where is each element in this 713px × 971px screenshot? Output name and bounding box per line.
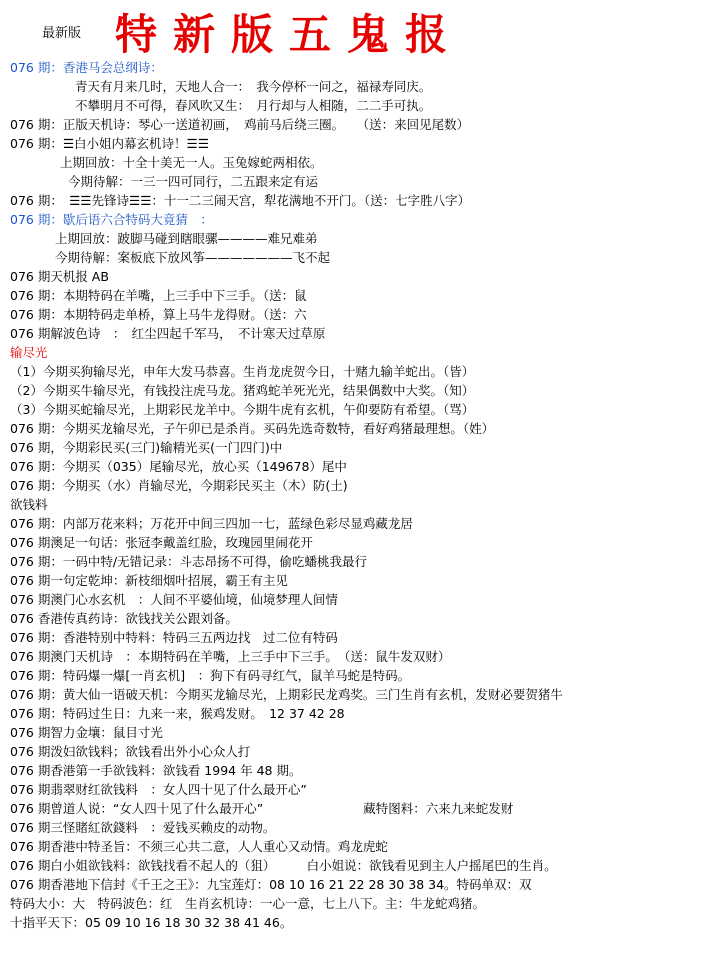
text-line: 076 期解波色诗 ： 红尘四起千军马， 不计寒天过草原 [10, 326, 326, 341]
text-line: 076 期：歇后语六合特码大竟猜 ： [10, 212, 213, 227]
text-line: （3）今期买蛇输尽光，上期彩民龙羊中。今期牛虎有玄机，午仰要防有希望。（骂） [10, 402, 475, 417]
text-line: 今期待解：一三一四可同行，二五跟来定有运 [68, 174, 319, 189]
text-line: 076 期：今期买（035）尾输尽光，放心买（149678）尾中 [10, 459, 347, 474]
text-line: 不攀明月不可得，春风吹又生： 月行却与人相随，二二手可执。 [75, 98, 432, 113]
page-title: 特新版五鬼报 [115, 10, 464, 59]
text-line: 076 期翡翠财红欲钱料 ：女人四十见了什么最开心” [10, 782, 307, 797]
text-line: （2）今期买牛输尽光，有钱投注虎马龙。猪鸡蛇羊死光光，结果偶数中大奖。（知） [10, 383, 475, 398]
text-line: 076 期：特码过生日：九来一来，猴鸡发财。 12 37 42 28 [10, 706, 345, 721]
text-line: 076 期香港地下信封《千王之王》：九宝莲灯：08 10 16 21 22 28 30 38 34。特码单双：双 [10, 877, 532, 892]
text-line: 076 期智力金壤：鼠目寸光 [10, 725, 163, 740]
text-line: 076 期曾道人说：“女人四十见了什么最开心” 藏特图料：六来九来蛇发财 [10, 801, 514, 816]
text-line: 今期待解：案板底下放风筝———————飞不起 [55, 250, 331, 265]
text-line: 076 期：本期特码走单桥，算上马牛龙得财。（送：六 [10, 307, 307, 322]
text-line: 上期回放：十全十美无一人。玉兔嫁蛇两相依。 [60, 155, 323, 170]
text-line: 欲钱料 [10, 497, 48, 512]
text-line: 076 期：黄大仙一语破天机：今期买龙输尽光，上期彩民龙鸡奖。三门生肖有玄机，发财必要贺猪牛 [10, 687, 563, 702]
text-line: 076 期：内部万花来料；万花开中间三四加一七，蓝绿色彩尽显鸡藏龙居 [10, 516, 413, 531]
header [0, 0, 713, 60]
edition-label: 最新版 [42, 26, 82, 41]
text-line: 076 期澳门心水玄机 ：人间不平婆仙境，仙境梦理人间情 [10, 592, 338, 607]
text-line: 076 期：本期特码在羊嘴，上三手中下三手。（送：鼠 [10, 288, 307, 303]
text-line: 076 期：正版天机诗：琴心一送道初画， 鸡前马后绕三圈。 （送：来回见尾数） [10, 117, 470, 132]
text-line: 076 期三怪賭紅欲錢料 ：爱钱买赖皮的动物。 [10, 820, 276, 835]
text-line: 076 香港传真药诗：欲钱找关公跟刘备。 [10, 611, 238, 626]
text-line: 076 期香港第一手欲钱料：欲钱看 1994 年 48 期。 [10, 763, 302, 778]
text-line: 076 期澳门天机诗 ：本期特码在羊嘴，上三手中下三手。 （送：鼠牛发双财） [10, 649, 451, 664]
text-line: 076 期：☰白小姐内幕玄机诗！☰☰ [10, 136, 209, 151]
text-line: 076 期：香港马会总纲诗： [10, 60, 163, 75]
text-line: 076 期白小姐欲钱料：欲钱找看不起人的（狙） 白小姐说：欲钱看见到主人户摇尾巴的生肖。 [10, 858, 557, 873]
text-line: 076 期：特码爆一爆[一肖玄机] ：狗下有码寻红气，鼠羊马蛇是特码。 [10, 668, 411, 683]
text-line: 输尽光 [10, 345, 48, 360]
text-line: （1）今期买狗输尽光，申年大发马恭喜。生肖龙虎贺今日，十赌九输羊蛇出。（皆） [10, 364, 475, 379]
text-line: 十指平天下：05 09 10 16 18 30 32 38 41 46。 [10, 915, 293, 930]
text-line: 076 期：今期买（水）肖输尽光，今期彩民买主（木）防(土) [10, 478, 348, 493]
text-line: 076 期香港中特圣旨：不须三心共二意，人人重心又动情。鸡龙虎蛇 [10, 839, 388, 854]
text-line: 076 期：今期买龙输尽光，子午卯已是杀肖。买码先选奇数特，看好鸡猪最理想。（姓） [10, 421, 495, 436]
text-line: 076 期：香港特别中特料：特码三五两边找 过二位有特码 [10, 630, 338, 645]
text-line: 076 期澳足一句话：张冠李戴盖红脸，玫瑰园里闹花开 [10, 535, 313, 550]
text-line: 076 期：一码中特/无错记录：斗志昂扬不可得，偷吃蟠桃我最行 [10, 554, 368, 569]
text-line: 上期回放：跛脚马碰到瞎眼骡————难兄难弟 [55, 231, 318, 246]
text-line: 特码大小：大 特码波色：红 生肖玄机诗：一心一意，七上八下。主：牛龙蛇鸡猪。 [10, 896, 486, 911]
text-line: 青天有月来几时，天地人合一： 我今停杯一问之，福禄寿同庆。 [75, 79, 432, 94]
text-line: 076 期泼妇欲钱料；欲钱看出外小心众人打 [10, 744, 251, 759]
text-line: 076 期一句定乾坤：新枝细烟叶招展，霸王有主见 [10, 573, 288, 588]
document-body [0, 58, 713, 932]
text-line: 076 期天机报 AB [10, 269, 109, 284]
text-line: 076 期： ☰☰先锋诗☰☰：十一二三闹天宫，犁花满地不开门。（送：七字胜八字） [10, 193, 471, 208]
text-line: 076 期，今期彩民买(三门)输精光买(一门四门)中 [10, 440, 283, 455]
